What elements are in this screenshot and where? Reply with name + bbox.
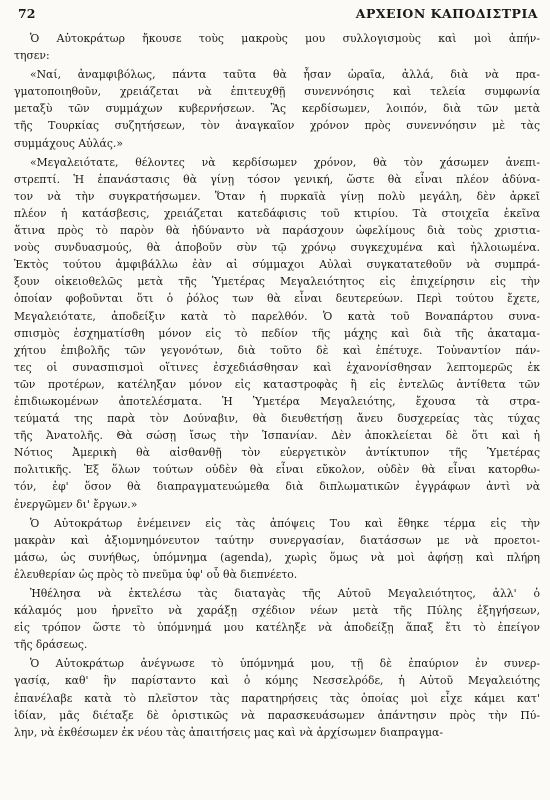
text-line: χήτου ἐπιβολῆς τῶν γεγονότων, διὰ τοῦτο δὲ καὶ ἐπέτυχε. Τοὐναντίον πάν-: [14, 343, 540, 357]
text-line: ὁποίαν φοβοῦνται ὅτι ὁ ῥόλος των θὰ εἶναι δευτερεύων. Περὶ τούτου ἔχετε,: [14, 292, 540, 306]
text-line: γματοποιηθοῦν, χρειάζεται νὰ ἐπιτευχθῇ συνεννόησις καὶ τελεία συμφωνία: [14, 85, 540, 99]
page-header: [14, 4, 540, 24]
text-line: τεύματά της παρὰ τὸν Δούναβιν, θὰ διευθετήσῃ ἄνευ δυσχερείας τὰς τύχας: [14, 412, 540, 426]
text-line: ἅτινα πρὸς τὸ παρὸν θὰ ἠδύναντο νὰ παράσχουν ὠφελίμους διὰ τοὺς χριστια-: [14, 224, 540, 238]
page-number: 72: [18, 6, 36, 21]
paragraph: [14, 655, 540, 740]
text-line: στρεπτί. Ἡ ἐπανάστασις θὰ γίνῃ τόσον γενική, ὥστε θὰ εἶναι πλέον ἀδύνα-: [14, 172, 540, 186]
text-line: τον νὰ τὴν συγκρατήσωμεν. Ὅταν ἡ πυρκαϊὰ γίνῃ πολὺ μεγάλη, δὲν ἀρκεῖ: [14, 189, 540, 203]
text-line: τόν, ἐφ' ὅσον θὰ διαπραγματευώμεθα διὰ διπλωματικῶν ἐγγράφων ἀντὶ νὰ: [14, 480, 540, 494]
text-line: Ὁ Αὐτοκράτωρ ἐνέμεινεν εἰς τὰς ἀπόψεις Του καὶ ἔθηκε τέρμα εἰς τὴν: [30, 516, 540, 530]
text-line: τῆς δράσεως.: [14, 638, 88, 652]
paragraph: [14, 30, 540, 64]
running-title: ΑΡΧΕΙΟΝ ΚΑΠΟΔΙΣΤΡΙΑ: [355, 6, 538, 21]
paragraph: [14, 515, 540, 583]
text-line: Μεγαλειότατε, ἀποδείξιν κατὰ τὸ παρελθόν. Ὁ κατὰ τοῦ Βοναπάρτου συνα-: [14, 309, 540, 323]
text-line: Ὁ Αὐτοκράτωρ ἀνέγνωσε τὸ ὑπόμνημά μου, τῇ δὲ ἐπαύριον ἐν συνερ-: [30, 657, 540, 671]
text-line: πλέον ἡ κατάσβεσις, χρειάζεται κατεδάφισις τοῦ κτιρίου. Τὰ στοιχεῖα ἐκεῖνα: [14, 206, 540, 220]
text-line: μακρὰν καὶ ἀξιομνημόνευτον ταύτην συνεργασίαν, διατάσσων με νὰ προετοι-: [14, 533, 540, 547]
text-line: μεταξὺ τῶν συμμάχων κυβερνήσεων. Ἂς κερδίσωμεν, λοιπόν, διὰ τῶν μετὰ: [14, 102, 540, 116]
text-line: τῶν προτέρων, κατέληξαν μόνον εἰς καταστροφὰς ἢ εἰς ἐντελῶς ἀντίθετα τῶν: [14, 377, 540, 391]
text-line: συμμάχους Αὐλάς.»: [14, 136, 123, 150]
page-body: [14, 30, 540, 741]
text-line: νοὺς συνδυασμούς, θὰ ἀποβοῦν σὺν τῷ χρόνῳ συγκεχυμένα καὶ ἠλλοιωμένα.: [14, 241, 540, 255]
text-line: τησεν:: [14, 49, 50, 63]
paragraph: [14, 66, 540, 151]
text-line: ἰδίαν, μᾶς διέταξε δὲ ὁριστικῶς νὰ παρασκευάσωμεν ἀπάντησιν πρὸς τὴν Πύ-: [14, 708, 540, 722]
paragraph: [14, 154, 540, 513]
text-line: τες οἱ συνασπισμοὶ οἵτινες ἐσχεδιάσθησαν καὶ ἐχανονίσθησαν λεπτομερῶς ἐκ: [14, 360, 540, 374]
text-line: Ἠθέλησα νὰ ἐκτελέσω τὰς διαταγὰς τῆς Αὐτοῦ Μεγαλειότητος, ἀλλ' ὁ: [30, 587, 540, 600]
text-line: «Ναί, ἀναμφιβόλως, πάντα ταῦτα θὰ ἦσαν ὡραῖα, ἀλλά, διὰ νὰ πρα-: [30, 68, 540, 82]
text-line: εἰς τρόπον ὥστε τὸ ὑπόμνημά μου κατέληξε νὰ ἀποδείξῃ ἅπαξ ἔτι τὸ ἐπείγον: [14, 621, 540, 635]
text-line: Νότιος Ἀμερικὴ θὰ αἰσθανθῇ τὸν εὐεργετικὸν ἀντίκτυπον τῆς Ὑμετέρας: [14, 446, 540, 460]
text-line: ἐπιδιωκομένων ἀποτελέσματα. Ἡ Ὑμετέρα Μεγαλειότης, ἔχουσα τὰ στρα-: [14, 394, 540, 408]
text-line: ἐπανέλαβε κατὰ τὸ πλεῖστον τὰς παρατηρήσεις τὰς ὁποίας μοὶ εἶχε κάμει κατ': [14, 691, 540, 705]
text-line: ἐλευθερίαν ὡς πρὸς τὸ πνεῦμα ὑφ' οὗ θὰ διεπνέετο.: [14, 567, 298, 581]
text-line: σπισμὸς ἐσχηματίσθη μόνον εἰς τὸ πεδίον τῆς μάχης καὶ διὰ τῆς ἀκαταμα-: [14, 326, 540, 340]
text-line: γασίᾳ, καθ' ἣν παρίσταντο καὶ ὁ κόμης Νεσσελρόδε, ἡ Αὐτοῦ Μεγαλειότης: [14, 674, 540, 688]
text-line: Ὁ Αὐτοκράτωρ ἤκουσε τοὺς μακροὺς μου συλλογισμοὺς καὶ μοὶ ἀπήν-: [30, 32, 540, 45]
text-line: ξουν οἰκειοθελῶς μετὰ τῆς Ὑμετέρας Μεγαλειότητος εἰς ἐπιχείρησιν εἰς τὴν: [14, 275, 540, 289]
text-line: Ἐκτὸς τούτου ἀμφιβάλλω ἐὰν αἱ σύμμαχοι Αὐλαὶ συγκατατεθοῦν νὰ συμπρά-: [14, 258, 540, 272]
text-line: λην, νὰ ἐκθέσωμεν ἐκ νέου τὰς ἀπαιτήσεις μας καὶ νὰ ἀρχίσωμεν διαπραγμα-: [14, 725, 443, 739]
text-line: «Μεγαλειότατε, θέλοντες νὰ κερδίσωμεν χρόνον, θὰ τὸν χάσωμεν ἀνεπι-: [30, 155, 540, 169]
paragraph: [14, 585, 540, 653]
text-line: τῆς Τουρκίας συζητήσεων, τὸν ἀναγκαῖον χρόνον πρὸς συνεννόησιν μὲ τὰς: [14, 119, 540, 133]
text-line: πολιτικῆς. Ἐξ ὅλων τούτων οὐδὲν θὰ εἶναι εὔκολον, οὐδὲν θὰ εἶναι κατορθω-: [14, 463, 540, 477]
text-line: ἐνεργῶμεν δι' ἔργων.»: [14, 497, 138, 511]
text-line: τῆς Ἀνατολῆς. Θὰ σώσῃ ἴσως τὴν Ἱσπανίαν. Δὲν ἀποκλείεται δὲ ὅτι καὶ ἡ: [14, 429, 540, 443]
text-line: κάλαμός μου ἠρνεῖτο νὰ χαράξῃ σχέδιον νέων μετὰ τῆς Πύλης ἐξηγήσεων,: [14, 604, 540, 618]
text-line: μάσω, ὡς συνήθως, ὑπόμνημα (agenda), χωρὶς ὅμως νὰ μοὶ ἀφήσῃ καὶ πλήρη: [14, 550, 540, 564]
